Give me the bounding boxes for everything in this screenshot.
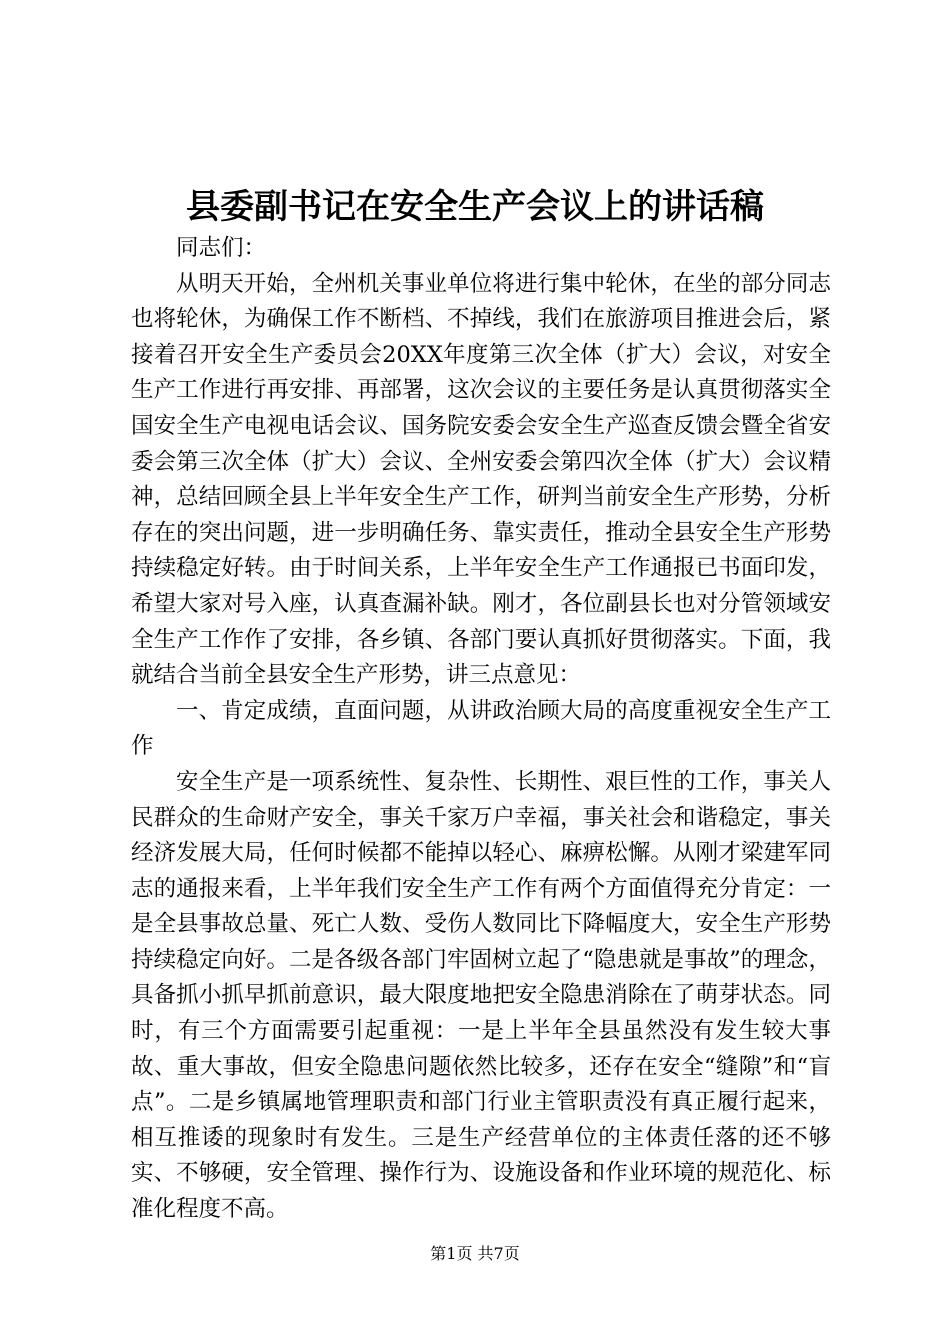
paragraph-section-1: 安全生产是一项系统性、复杂性、长期性、艰巨性的工作，事关人民群众的生命财产安全，事关千家万户幸福，事关社会和谐稳定，事关经济发展大局，任何时候都不能掉以轻心、麻痹松懈。从刚才梁建军同志的通报来看，上半年我们安全生产工作有两个方面值得充分肯定：一是全县事故总量、死亡人数、受伤人数同比下降幅度大，安全生产形势持续稳定向好。二是各级各部门牢固树立起了“隐患就是事故”的理念，具备抓小抓早抓前意识，最大限度地把安全隐患消除在了萌芽状态。同时，有三个方面需要引起重视：一是上半年全县虽然没有发生较大事故、重大事故，但安全隐患问题依然比较多，还存在安全“缝隙”和“盲点”。二是乡镇属地管理职责和部门行业主管职责没有真正履行起来，相互推诿的现象时有发生。三是生产经营单位的主体责任落的还不够实、不够硬，安全管理、操作行为、设施设备和作业环境的规范化、标准化程度不高。 xyxy=(131,768,831,1223)
section-heading-1: 一、肯定成绩，直面问题，从讲政治顾大局的高度重视安全生产工作 xyxy=(131,697,831,760)
paragraph-intro: 从明天开始，全州机关事业单位将进行集中轮休，在坐的部分同志也将轮休，为确保工作不断档、不掉线，我们在旅游项目推进会后，紧接着召开安全生产委员会20XX年度第三次全体（扩大）会议，对安全生产工作进行再安排、再部署，这次会议的主要任务是认真贯彻落实全国安全生产电视电话会议、国务院安委会安全生产巡查反馈会暨全省安委会第三次全体（扩大）会议、全州安委会第四次全体（扩大）会议精神，总结回顾全县上半年安全生产工作，研判当前安全生产形势，分析存在的突出问题，进一步明确任务、靠实责任，推动全县安全生产形势持续稳定好转。由于时间关系，上半年安全生产工作通报已书面印发，希望大家对号入座，认真查漏补缺。刚才，各位副县长也对分管领域安全生产工作作了安排，各乡镇、各部门要认真抓好贯彻落实。下面，我就结合当前全县安全生产形势，讲三点意见： xyxy=(131,270,831,689)
document-title: 县委副书记在安全生产会议上的讲话稿 xyxy=(186,187,764,227)
salutation: 同志们： xyxy=(176,235,267,261)
document-body xyxy=(131,231,831,1228)
page-footer: 第1页 共7页 xyxy=(430,1244,520,1263)
